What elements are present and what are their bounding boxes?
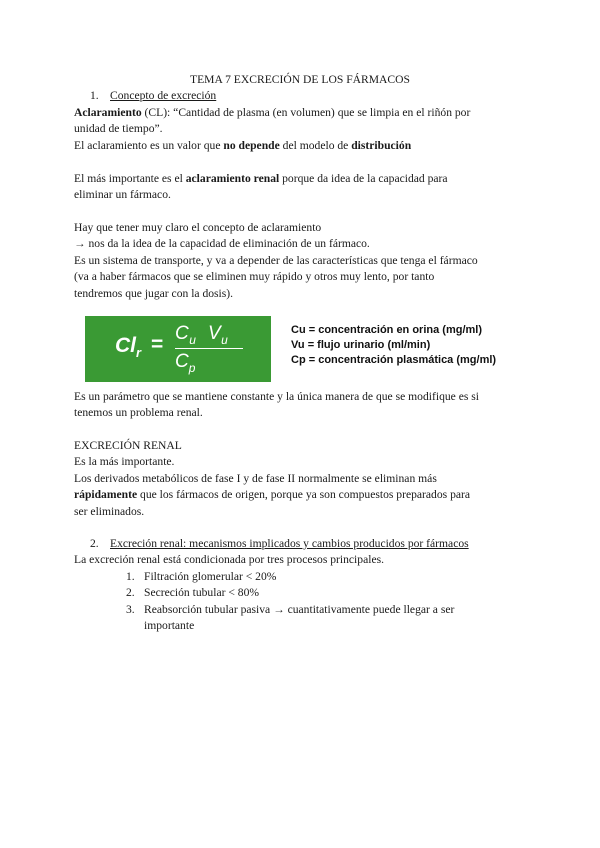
list-item-number: 1. <box>126 570 135 583</box>
definition-text: (CL): “Cantidad de plasma (en volumen) que se limpia en el riñón por <box>141 106 471 119</box>
renal-heading: EXCRECIÓN RENAL <box>74 439 182 452</box>
paragraph-concept-line-1: Hay que tener muy claro el concepto de aclaramiento <box>74 221 322 234</box>
paragraph-model: El aclaramiento es un valor que no depende del modelo de distribución <box>74 139 412 152</box>
legend-vu: Vu = flujo urinario (ml/min) <box>291 339 431 351</box>
section-2-intro: La excreción renal está condicionada por tres procesos principales. <box>74 553 384 566</box>
paragraph-concept-line-4: (va a haber fármacos que se eliminen muy rápido y otros muy lento, por tanto <box>74 270 435 283</box>
renal-line-2: Los derivados metabólicos de fase I y de fase II normalmente se eliminan más <box>74 472 437 485</box>
list-item-text: Reabsorción tubular pasiva → cuantitativamente puede llegar a ser <box>144 603 455 616</box>
list-item-number: 2. <box>126 586 135 599</box>
legend-cu: Cu = concentración en orina (mg/ml) <box>291 324 483 336</box>
list-item-continuation: importante <box>144 619 195 632</box>
definition-term: Aclaramiento <box>74 106 142 119</box>
renal-line-1: Es la más importante. <box>74 455 175 468</box>
formula-denominator: $C_p$ <box>175 351 196 375</box>
fraction-bar <box>175 348 243 349</box>
section-1-heading: Concepto de excreción <box>110 89 217 102</box>
formula-equals: = <box>151 333 164 356</box>
paragraph-renal-line-2: eliminar un fármaco. <box>74 188 171 201</box>
formula-lhs: $Cl_r$ <box>115 334 142 361</box>
paragraph-concept-line-3: Es un sistema de transporte, y va a depender de las características que tenga el fármaco <box>74 254 478 267</box>
section-2-number: 2. <box>90 537 99 550</box>
section-1-number: 1. <box>90 89 99 102</box>
section-2-heading: Excreción renal: mecanismos implicados y cambios producidos por fármacos <box>110 537 469 550</box>
list-item-text: Secreción tubular < 80% <box>144 586 260 599</box>
paragraph-constant-line-1: Es un parámetro que se mantiene constante y la única manera de que se modifique es si <box>74 390 479 403</box>
paragraph-concept-line-5: tendremos que jugar con la dosis). <box>74 287 234 300</box>
legend-cp: Cp = concentración plasmática (mg/ml) <box>291 354 497 366</box>
paragraph-constant-line-2: tenemos un problema renal. <box>74 406 203 419</box>
page-title: TEMA 7 EXCRECIÓN DE LOS FÁRMACOS <box>190 73 410 86</box>
renal-line-3: rápidamente que los fármacos de origen, porque ya son compuestos preparados para <box>74 488 471 501</box>
list-item-text: Filtración glomerular < 20% <box>144 570 277 583</box>
list-item-number: 3. <box>126 603 135 616</box>
definition-line-1 <box>74 105 470 120</box>
renal-line-4: ser eliminados. <box>74 505 145 518</box>
formula-numerator: $C_u$ $V_u$ <box>175 323 229 347</box>
definition-line-2: unidad de tiempo”. <box>74 122 163 135</box>
clearance-formula-box <box>85 316 271 382</box>
paragraph-renal-line-1: El más importante es el aclaramiento renal porque da idea de la capacidad para <box>74 172 448 185</box>
paragraph-concept-line-2: → nos da la idea de la capacidad de eliminación de un fármaco. <box>74 237 370 250</box>
